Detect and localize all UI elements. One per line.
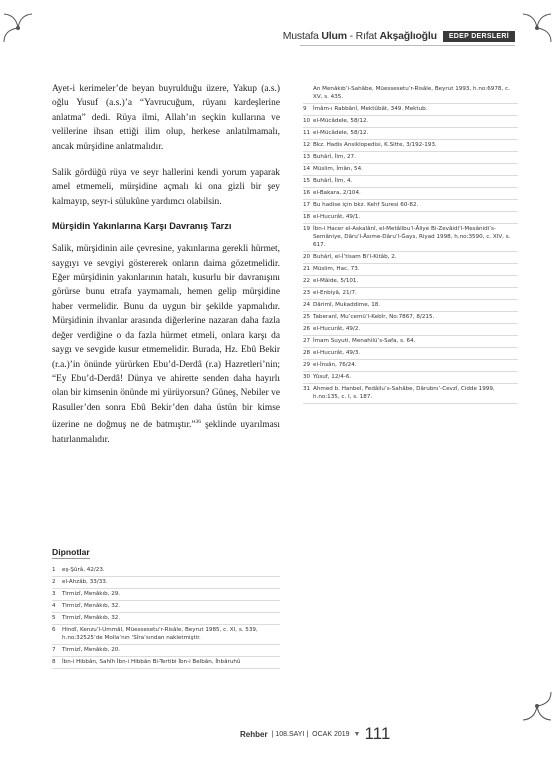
footnote-text: Buhârî, İlm, 27. bbox=[313, 154, 356, 160]
issue-date: OCAK 2019 bbox=[312, 730, 350, 738]
footnote-text: el-Bakara, 2/104. bbox=[313, 190, 361, 196]
author-separator: - bbox=[349, 30, 353, 42]
footnote-number: 19 bbox=[303, 226, 311, 232]
footnote-ref: 36 bbox=[195, 419, 202, 426]
footnote-number: 13 bbox=[303, 154, 311, 160]
magazine-brand: Rehber bbox=[240, 729, 268, 739]
paragraph-text: şeklinde uyarılması hatırlanmalıdır. bbox=[52, 420, 281, 445]
footnote-item bbox=[52, 625, 280, 645]
footnote-item bbox=[303, 212, 518, 224]
footnote-text: Tirmizî, Menâkıb, 29. bbox=[62, 591, 121, 597]
footnote-number: 28 bbox=[303, 350, 311, 356]
footnote-item bbox=[303, 200, 518, 212]
footnote-item bbox=[303, 252, 518, 264]
footnote-text: el-Mâide, 5/101. bbox=[313, 278, 359, 284]
header-authors bbox=[283, 30, 437, 42]
footnote-number: 12 bbox=[303, 142, 311, 148]
footnote-item bbox=[303, 288, 518, 300]
section-heading: Mürşidin Yakınlarına Karşı Davranış Tarzı bbox=[52, 221, 232, 232]
footnote-item bbox=[303, 116, 518, 128]
footnote-text: Ahmed b. Hanbel, Fedâilu’s-Sahâbe, Dârubnı’-Cevzî, Cidde 1999, h.no:135, c. I, s. 187. bbox=[313, 386, 495, 400]
footnote-item bbox=[52, 613, 280, 625]
footnote-item bbox=[303, 348, 518, 360]
footnote-item bbox=[303, 300, 518, 312]
footnote-text: el-Enbiyâ, 21/7. bbox=[313, 290, 357, 296]
footnote-number: 31 bbox=[303, 386, 311, 392]
footnote-number: 5 bbox=[52, 615, 56, 621]
footnote-number: 16 bbox=[303, 190, 311, 196]
footnote-number: 14 bbox=[303, 166, 311, 172]
footnote-text: el-Mücâdele, 58/12. bbox=[313, 118, 369, 124]
footnote-text: Buhârî, el-İ’tisam Bi’l-Kitâb, 2. bbox=[313, 254, 397, 260]
footnote-item bbox=[52, 565, 280, 577]
corner-ornament-icon bbox=[2, 12, 34, 44]
footnote-item bbox=[52, 577, 280, 589]
footnote-number: 29 bbox=[303, 362, 311, 368]
footnote-item bbox=[303, 336, 518, 348]
footnote-item bbox=[52, 645, 280, 657]
footnote-number: 11 bbox=[303, 130, 311, 136]
corner-ornament-icon bbox=[521, 12, 553, 44]
footnote-text: Dârimî, Mukaddime, 18. bbox=[313, 302, 381, 308]
footnote-number: 24 bbox=[303, 302, 311, 308]
author2-last: Akşağlıoğlu bbox=[379, 30, 437, 42]
footnote-number: 26 bbox=[303, 326, 311, 332]
footnote-text: Yûsuf, 12/4-6. bbox=[313, 374, 352, 380]
footnote-number: 2 bbox=[52, 579, 56, 585]
footnote-text: el-Hucurât, 49/3. bbox=[313, 350, 361, 356]
footnote-item bbox=[303, 324, 518, 336]
footnote-text: Müslim, Hac, 73. bbox=[313, 266, 360, 272]
paragraph: Ayet-i kerimeler’de beyan buyrulduğu üzere, Yakup (a.s.) oğlu Yusuf (a.s.)’a “Yavrucuğum, rüyanı kardeşlerine anlatma” dedi. Rüya ilmi, Allah’ın seçkin kullarına ve velilerine ihsan ettiği ilim olup, herkese anlatılmamalı, ancak mürşidine anlatmalıdır. bbox=[52, 84, 280, 152]
footnote-item bbox=[303, 264, 518, 276]
footnote-item bbox=[303, 312, 518, 324]
footnote-text: el-Mücâdele, 58/12. bbox=[313, 130, 369, 136]
footnote-item bbox=[303, 140, 518, 152]
footnote-text: İbn-i Hibbân, Sahîh İbn-i Hibbân Bi-Tertibi İbn-i Belbân, İhbâruhû bbox=[62, 659, 241, 665]
footnote-number: 3 bbox=[52, 591, 56, 597]
footnote-text: An Menâkıb’i-Sahâbe, Müessesetu’r-Risâle, Beyrut 1993, h.no:6978, c. XV, s. 435. bbox=[313, 86, 510, 100]
footnote-number: 6 bbox=[52, 627, 56, 633]
footnote-item bbox=[52, 601, 280, 613]
footnote-item bbox=[303, 384, 518, 404]
footnote-text: İmâm-ı Rabbânî, Mektûbât, 349. Mektub. bbox=[313, 106, 428, 112]
body-column bbox=[52, 82, 280, 459]
footnote-number: 9 bbox=[303, 106, 307, 112]
footnote-number: 10 bbox=[303, 118, 311, 124]
footnote-text: Bkz. Hadis Ansiklopedisi, K.Sitte, 3/192-193. bbox=[313, 142, 437, 148]
footnote-item bbox=[52, 657, 280, 669]
footnote-text: Hindî, Kenzu’l-Ummâl, Müessesetu’r-Risâle, Beyrut 1985, c. XI, s. 539, h.no:32525’de Molla’nın ‘Sîra’sından nakletmiştir. bbox=[62, 627, 258, 641]
issue-number: | 108.SAYI | bbox=[271, 730, 309, 738]
paragraph bbox=[52, 242, 280, 447]
footnote-text: Müslim, İmân, 54. bbox=[313, 166, 363, 172]
corner-ornament-icon bbox=[521, 690, 553, 722]
footnote-text: el-İnsân, 76/24. bbox=[313, 362, 357, 368]
footnote-item bbox=[303, 360, 518, 372]
footnote-number: 23 bbox=[303, 290, 311, 296]
page-number: 111 bbox=[364, 724, 391, 743]
page-footer bbox=[240, 724, 390, 744]
footnote-number bbox=[303, 85, 313, 101]
author2-first: Rıfat bbox=[355, 30, 377, 42]
footnote-item bbox=[303, 84, 518, 104]
footnote-number: 15 bbox=[303, 178, 311, 184]
footnote-number: 4 bbox=[52, 603, 56, 609]
footnote-number: 17 bbox=[303, 202, 311, 208]
footnote-text: Bu hadise için bkz. Kehf Suresi 60-82. bbox=[313, 202, 419, 208]
footnote-text: Tirmizî, Menâkıb, 32. bbox=[62, 615, 121, 621]
footnote-item bbox=[303, 188, 518, 200]
footnote-text: İbn-i Hacer el-Askalânî, el-Metâlibu’l-Âliye Bi-Zevâidi’l-Mesânidi’s-Semâniye, Dâru’l-Âsıme-Dâru’l-Ğays, Riyad 1998, h.no:3590, c. XIV, s. 617. bbox=[313, 226, 511, 248]
footnote-item bbox=[52, 589, 280, 601]
footnote-item bbox=[303, 372, 518, 384]
footnote-item bbox=[303, 128, 518, 140]
footnote-number: 7 bbox=[52, 647, 56, 653]
footnote-number: 20 bbox=[303, 254, 311, 260]
footnote-item bbox=[303, 104, 518, 116]
paragraph: Salik gördüğü rüya ve seyr hallerini kendi yorum yaparak amel etmemeli, mürşidine açmalı ki ona gizli bir şey kalmayıp, seyr-i sülukûne yardımcı olabilsin. bbox=[52, 168, 280, 207]
arrow-icon: ▼ bbox=[353, 730, 361, 738]
paragraph-text: Salik, mürşidinin aile çevresine, yakınlarına gerekli hürmet, saygıyı ve sevgiyi göstererek onların daima gözetmelidir. Eğer mürşidinin yakınlarının hatalı, kusurlu bir davranışını görürse bunu etrafa yaymamalı, hemen gelip mürşidine haber vermelidir. Bunu da uygun bir şekilde yapmalıdır. Mürşidinin ihvanlar arasında diğerlerine nazaran daha fazla değer verdiğine o da fazla hürmet etmeli, onlara karşı da saygı ve sevgide kusur etmemelidir. Burada, Hz. Ebû Bekir (r.a.)’in önünde yürürken Ebu’d-Derdâ (r.a) Hazretleri’nin; “Ey Ebu’d-Derdâ! Dünya ve ahirette senden daha hayırlı olan bir kimsenin önünde mi yürüyorsun? Güneş, Nebiler ve Rasuller’den sonra Ebû Bekir’den daha üstün bir kimse üzerine ne doğmuş ne de batmıştır.” bbox=[52, 244, 280, 431]
header-rule bbox=[300, 45, 515, 46]
footnote-text: Buhârî, İlm, 4. bbox=[313, 178, 353, 184]
footnote-number: 30 bbox=[303, 374, 311, 380]
footnote-text: İmam Suyuti, Menahilü’s-Safa, s. 64. bbox=[313, 338, 416, 344]
footnote-text: eş-Şûrâ, 42/23. bbox=[62, 567, 105, 573]
footnote-text: el-Ahzâb, 33/33. bbox=[62, 579, 108, 585]
footnote-text: el-Hucurât, 49/2. bbox=[313, 326, 361, 332]
footnote-number: 18 bbox=[303, 214, 311, 220]
footnote-text: Tirmizî, Menâkıb, 20. bbox=[62, 647, 121, 653]
running-header bbox=[283, 30, 515, 42]
footnote-text: Tirmizî, Menâkıb, 32. bbox=[62, 603, 121, 609]
footnote-number: 8 bbox=[52, 659, 56, 665]
footnote-number: 25 bbox=[303, 314, 311, 320]
footnotes-title: Dipnotlar bbox=[52, 547, 90, 557]
footnote-number: 27 bbox=[303, 338, 311, 344]
footnote-item bbox=[303, 152, 518, 164]
footnote-item bbox=[303, 276, 518, 288]
footnote-item bbox=[303, 224, 518, 252]
footnote-item bbox=[303, 164, 518, 176]
footnotes-left bbox=[52, 542, 280, 669]
footnote-text: el-Hucurât, 49/1. bbox=[313, 214, 361, 220]
author1-first: Mustafa bbox=[282, 30, 319, 42]
footnote-number: 1 bbox=[52, 567, 56, 573]
author1-last: Ulum bbox=[321, 30, 347, 42]
footnote-text: Taberanî, Mu’cemü’l-Kebîr, No:7867, 8/215. bbox=[313, 314, 435, 320]
footnote-item bbox=[303, 176, 518, 188]
footnote-number: 22 bbox=[303, 278, 311, 284]
footnote-number: 21 bbox=[303, 266, 311, 272]
section-badge: EDEP DERSLERİ bbox=[443, 31, 515, 42]
footnotes-right bbox=[303, 84, 518, 404]
